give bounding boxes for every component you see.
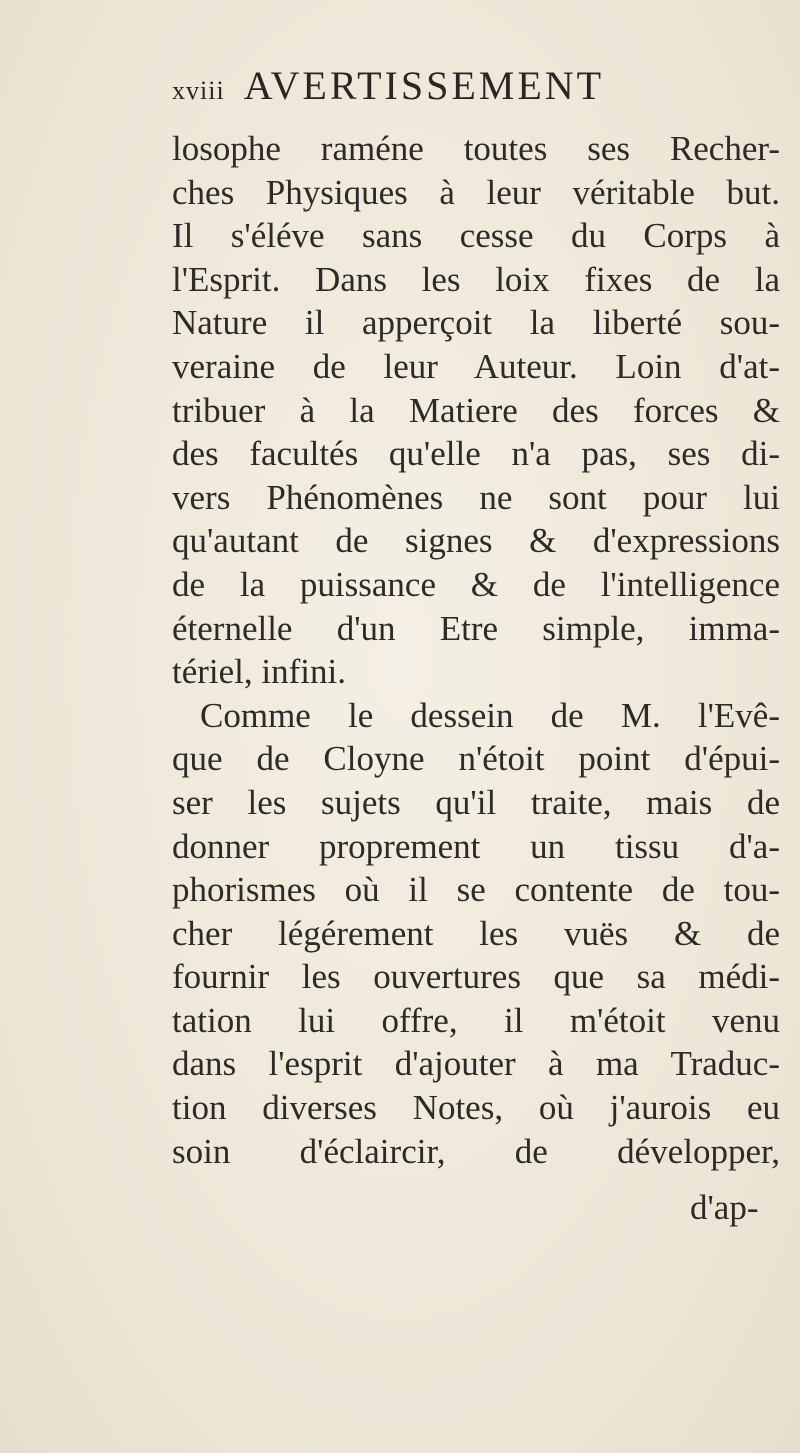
text-line: l'Esprit. Dans les loix fixes de la <box>172 259 780 299</box>
body-text <box>172 127 780 1173</box>
text-line: de la puissance & de l'intelligence <box>172 564 780 604</box>
text-line: qu'autant de signes & d'expressions <box>172 521 780 561</box>
page-header <box>172 62 732 109</box>
text-line: veraine de leur Auteur. Loin d'at- <box>172 346 780 386</box>
text-line: ches Physiques à leur véritable but. <box>172 172 780 212</box>
text-line: des facultés qu'elle n'a pas, ses di- <box>172 434 780 474</box>
text-line: donner proprement un tissu d'a- <box>172 826 780 866</box>
text-line: ser les sujets qu'il traite, mais de <box>172 782 780 822</box>
catchword: d'ap- <box>690 1188 759 1227</box>
text-line: que de Cloyne n'étoit point d'épui- <box>172 739 780 779</box>
text-line: tion diverses Notes, où j'aurois eu <box>172 1088 780 1128</box>
text-line: Comme le dessein de M. l'Evê- <box>200 695 780 735</box>
text-line: Il s'éléve sans cesse du Corps à <box>172 216 780 256</box>
text-line: éternelle d'un Etre simple, imma- <box>172 608 780 648</box>
running-head: AVERTISSEMENT <box>243 63 605 108</box>
text-line: tériel, infini. <box>172 652 346 692</box>
text-line: losophe raméne toutes ses Recher- <box>172 129 780 168</box>
text-line: fournir les ouvertures que sa médi- <box>172 957 780 997</box>
text-line: dans l'esprit d'ajouter à ma Traduc- <box>172 1044 780 1084</box>
page-number: xviii <box>172 76 225 105</box>
text-line: vers Phénomènes ne sont pour lui <box>172 477 780 517</box>
text-line: cher légérement les vuës & de <box>172 913 780 953</box>
text-line: tribuer à la Matiere des forces & <box>172 390 780 430</box>
text-line: tation lui offre, il m'étoit venu <box>172 1000 780 1040</box>
text-line: Nature il apperçoit la liberté sou- <box>172 303 780 343</box>
text-line: soin d'éclaircir, de développer, <box>172 1131 780 1171</box>
text-line: phorismes où il se contente de tou- <box>172 870 780 910</box>
